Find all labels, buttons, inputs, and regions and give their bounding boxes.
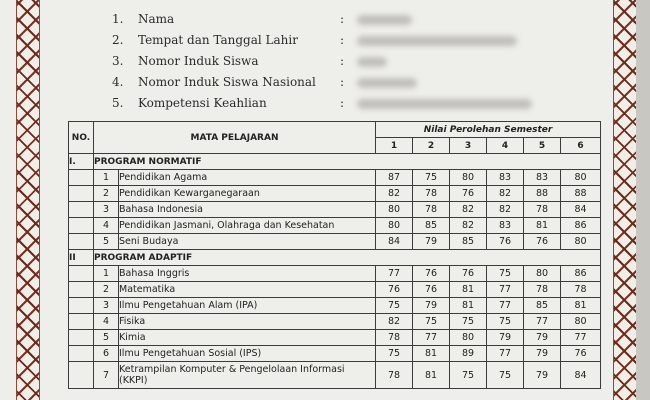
subject-name: Pendidikan Agama: [119, 170, 376, 186]
score-cell: 82: [376, 186, 413, 202]
score-cell: 88: [561, 186, 601, 202]
score-cell: 75: [376, 346, 413, 362]
score-cell: 79: [524, 362, 561, 389]
score-cell: 81: [450, 298, 487, 314]
score-cell: 80: [524, 266, 561, 282]
score-cell: 80: [561, 314, 601, 330]
score-cell: 75: [413, 170, 450, 186]
score-cell: 76: [413, 282, 450, 298]
score-cell: 76: [450, 266, 487, 282]
section-number: II: [69, 250, 94, 266]
row-spacer: [69, 346, 94, 362]
info-number: 5.: [112, 96, 124, 110]
table-row: [69, 186, 601, 202]
redacted-value: [357, 15, 412, 25]
score-cell: 85: [524, 298, 561, 314]
header-no: NO.: [69, 122, 94, 154]
info-label: Nama: [138, 12, 175, 26]
score-cell: 82: [450, 218, 487, 234]
redacted-value: [357, 36, 517, 46]
score-cell: 76: [524, 234, 561, 250]
score-cell: 75: [413, 314, 450, 330]
score-cell: 77: [413, 330, 450, 346]
score-cell: 82: [487, 186, 524, 202]
score-cell: 79: [524, 330, 561, 346]
subject-number: 1: [94, 170, 119, 186]
semester-header: 1: [376, 138, 413, 154]
semester-header: 2: [413, 138, 450, 154]
subject-name: Ilmu Pengetahuan Alam (IPA): [119, 298, 376, 314]
subject-number: 5: [94, 234, 119, 250]
subject-number: 7: [94, 362, 119, 389]
table-row: [69, 266, 601, 282]
score-cell: 83: [487, 170, 524, 186]
table-row: [69, 330, 601, 346]
row-spacer: [69, 330, 94, 346]
info-number: 4.: [112, 75, 124, 89]
score-cell: 86: [561, 218, 601, 234]
score-cell: 77: [524, 314, 561, 330]
info-label: Kompetensi Keahlian: [138, 96, 267, 110]
table-row: [69, 218, 601, 234]
info-colon: :: [340, 54, 345, 68]
score-cell: 75: [487, 266, 524, 282]
subject-name: Pendidikan Kewarganegaraan: [119, 186, 376, 202]
info-row-competency: [112, 94, 582, 115]
row-spacer: [69, 218, 94, 234]
row-spacer: [69, 234, 94, 250]
table-row: [69, 314, 601, 330]
row-spacer: [69, 362, 94, 389]
row-spacer: [69, 314, 94, 330]
page-edge: [636, 0, 650, 400]
score-cell: 88: [524, 186, 561, 202]
score-cell: 77: [487, 282, 524, 298]
semester-header: 6: [561, 138, 601, 154]
row-spacer: [69, 266, 94, 282]
score-cell: 75: [487, 314, 524, 330]
score-cell: 82: [450, 202, 487, 218]
score-cell: 84: [561, 362, 601, 389]
redacted-value: [357, 57, 387, 67]
subject-number: 6: [94, 346, 119, 362]
score-cell: 76: [487, 234, 524, 250]
row-spacer: [69, 186, 94, 202]
semester-header: 5: [524, 138, 561, 154]
score-cell: 75: [450, 362, 487, 389]
subject-number: 3: [94, 202, 119, 218]
info-colon: :: [340, 12, 345, 26]
score-cell: 81: [450, 282, 487, 298]
score-cell: 81: [524, 218, 561, 234]
score-cell: 84: [561, 202, 601, 218]
info-number: 1.: [112, 12, 124, 26]
table-row: [69, 202, 601, 218]
score-cell: 85: [413, 218, 450, 234]
score-cell: 76: [413, 266, 450, 282]
score-cell: 77: [376, 266, 413, 282]
score-cell: 76: [450, 186, 487, 202]
subject-number: 2: [94, 186, 119, 202]
score-cell: 80: [561, 170, 601, 186]
section-title: PROGRAM ADAPTIF: [94, 250, 601, 266]
score-cell: 75: [487, 362, 524, 389]
table-row: [69, 298, 601, 314]
decorative-border-right: [613, 0, 637, 400]
subject-name: Bahasa Inggris: [119, 266, 376, 282]
subject-name: Bahasa Indonesia: [119, 202, 376, 218]
score-cell: 81: [413, 346, 450, 362]
score-cell: 78: [561, 282, 601, 298]
score-cell: 79: [413, 298, 450, 314]
grades-table: [68, 121, 601, 389]
score-cell: 82: [376, 314, 413, 330]
subject-number: 1: [94, 266, 119, 282]
subject-number: 2: [94, 282, 119, 298]
info-row-birth: [112, 31, 582, 52]
section-title: PROGRAM NORMATIF: [94, 154, 601, 170]
score-cell: 80: [376, 218, 413, 234]
subject-number: 4: [94, 218, 119, 234]
score-cell: 84: [376, 234, 413, 250]
semester-header: 3: [450, 138, 487, 154]
score-cell: 78: [376, 362, 413, 389]
subject-name: Matematika: [119, 282, 376, 298]
info-colon: :: [340, 96, 345, 110]
subject-name: Ketrampilan Komputer & Pengelolaan Informasi (KKPI): [119, 362, 376, 389]
score-cell: 76: [561, 346, 601, 362]
table-row: [69, 346, 601, 362]
score-cell: 85: [450, 234, 487, 250]
score-cell: 78: [524, 202, 561, 218]
subject-number: 3: [94, 298, 119, 314]
semester-header: 4: [487, 138, 524, 154]
score-cell: 78: [413, 186, 450, 202]
info-label: Nomor Induk Siswa Nasional: [138, 75, 316, 89]
score-cell: 83: [487, 218, 524, 234]
table-row: [69, 234, 601, 250]
header-scores: Nilai Perolehan Semester: [376, 122, 601, 138]
row-spacer: [69, 298, 94, 314]
score-cell: 86: [561, 266, 601, 282]
score-cell: 89: [450, 346, 487, 362]
score-cell: 80: [450, 330, 487, 346]
section-number: I.: [69, 154, 94, 170]
subject-name: Pendidikan Jasmani, Olahraga dan Kesehatan: [119, 218, 376, 234]
info-row-name: [112, 10, 582, 31]
score-cell: 79: [413, 234, 450, 250]
table-row: [69, 282, 601, 298]
subject-number: 4: [94, 314, 119, 330]
subject-name: Fisika: [119, 314, 376, 330]
section-row: [69, 250, 601, 266]
score-cell: 79: [487, 330, 524, 346]
grades-body: [69, 154, 601, 389]
decorative-border-left: [16, 0, 40, 400]
score-cell: 81: [561, 298, 601, 314]
score-cell: 75: [450, 314, 487, 330]
score-cell: 87: [376, 170, 413, 186]
redacted-value: [357, 99, 532, 109]
score-cell: 77: [561, 330, 601, 346]
row-spacer: [69, 170, 94, 186]
info-colon: :: [340, 33, 345, 47]
score-cell: 75: [376, 298, 413, 314]
score-cell: 81: [413, 362, 450, 389]
score-cell: 76: [376, 282, 413, 298]
score-cell: 82: [487, 202, 524, 218]
table-row: [69, 362, 601, 389]
score-cell: 77: [487, 346, 524, 362]
info-row-nisn: [112, 73, 582, 94]
info-row-nis: [112, 52, 582, 73]
subject-name: Kimia: [119, 330, 376, 346]
subject-name: Ilmu Pengetahuan Sosial (IPS): [119, 346, 376, 362]
score-cell: 79: [524, 346, 561, 362]
redacted-value: [357, 78, 417, 88]
info-label: Nomor Induk Siswa: [138, 54, 259, 68]
info-number: 2.: [112, 33, 124, 47]
score-cell: 77: [487, 298, 524, 314]
subject-number: 5: [94, 330, 119, 346]
score-cell: 80: [561, 234, 601, 250]
table-row: [69, 170, 601, 186]
section-row: [69, 154, 601, 170]
score-cell: 80: [376, 202, 413, 218]
header-subject: MATA PELAJARAN: [94, 122, 376, 154]
info-colon: :: [340, 75, 345, 89]
score-cell: 78: [376, 330, 413, 346]
row-spacer: [69, 202, 94, 218]
row-spacer: [69, 282, 94, 298]
student-info: [112, 10, 582, 115]
info-label: Tempat dan Tanggal Lahir: [138, 33, 298, 47]
subject-name: Seni Budaya: [119, 234, 376, 250]
score-cell: 78: [413, 202, 450, 218]
score-cell: 83: [524, 170, 561, 186]
score-cell: 78: [524, 282, 561, 298]
score-cell: 80: [450, 170, 487, 186]
info-number: 3.: [112, 54, 124, 68]
